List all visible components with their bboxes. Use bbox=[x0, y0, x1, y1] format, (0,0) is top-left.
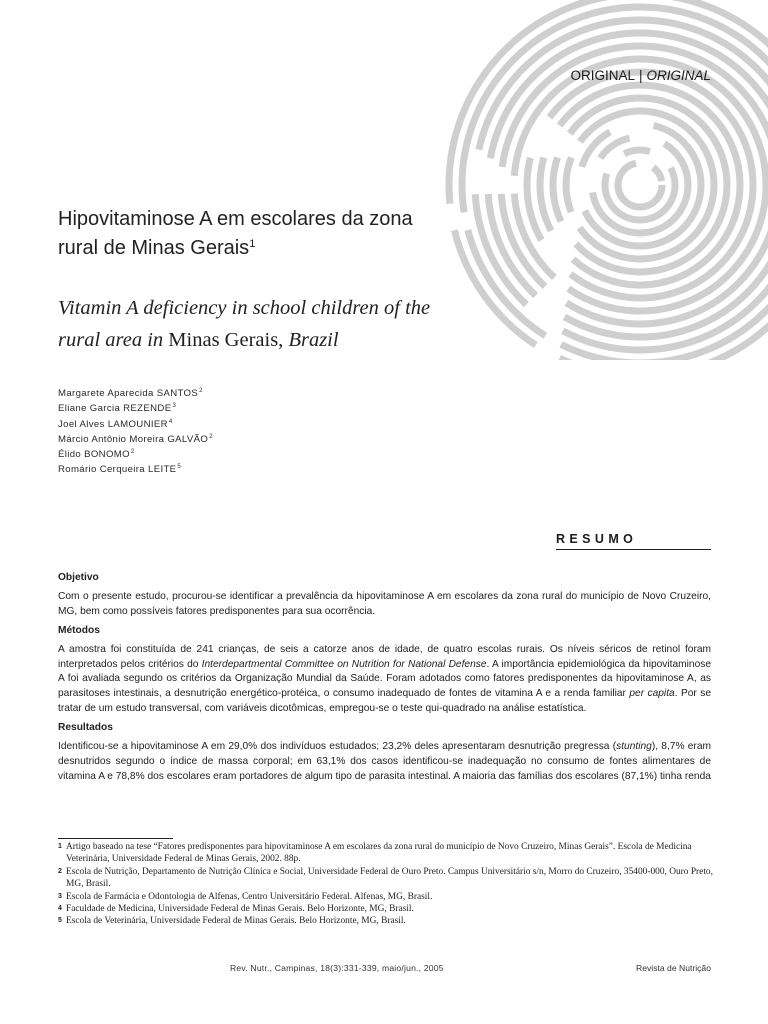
decorative-ring bbox=[618, 163, 662, 207]
decorative-ring bbox=[540, 85, 740, 285]
footnote-text: Escola de Nutrição, Departamento de Nutrição Clínica e Social, Universidade Federal de Ouro Preto. Campus Universitário s/n, Morro do Cruzeiro, 35400-000, Ouro Preto, MG, Brasil. bbox=[66, 866, 713, 890]
title-pt-line1: Hipovitaminose A em escolares da zona bbox=[58, 208, 413, 230]
author-affiliation-marker: 2 bbox=[209, 433, 213, 440]
footnote-rule bbox=[58, 838, 173, 839]
author-name: Élido BONOMO bbox=[58, 449, 130, 461]
author bbox=[58, 386, 213, 401]
footnote-number: 5 bbox=[58, 917, 62, 925]
article-title-english bbox=[58, 292, 478, 356]
title-en-line2b: Minas Gerais, bbox=[168, 329, 284, 351]
author-name: Joel Alves LAMOUNIER bbox=[58, 418, 168, 430]
footnote-text: Artigo baseado na tese “Fatores predisponentes para hipovitaminose A em escolares da zona rural do município de Novo Cruzeiro, Minas Gerais”. Escola de Medicina Veterinária, Universidade Federal de Minas Gerais, 2002. 88p. bbox=[66, 842, 692, 865]
author-affiliation-marker: 5 bbox=[177, 464, 182, 471]
author bbox=[58, 447, 213, 462]
title-en-line2c: Brazil bbox=[288, 329, 339, 351]
author-affiliation-marker: 2 bbox=[130, 449, 135, 456]
section-tag-pt: ORIGINAL bbox=[570, 68, 635, 83]
results-text-part: ), 8,7% eram desnutridos segundo o índice de massa corporal; em 63,1% dos casos identificou-se inadequação no consumo de fontes alimentares de vitamina A e 78,8% dos escolares eram portadores de algum tipo de parasita intestinal. A maioria das famílias dos escolares (87,1%) tinha renda bbox=[58, 741, 711, 782]
methods-text-italic: per capita bbox=[629, 688, 675, 700]
author-name: Márcio Antônio Moreira GALVÃO bbox=[58, 433, 209, 445]
footnote-text: Escola de Farmácia e Odontologia de Alfenas, Centro Universitário Federal. Alfenas, MG, Brasil. bbox=[66, 891, 433, 902]
footnote-text: Escola de Veterinária, Universidade Federal de Minas Gerais. Belo Horizonte, MG, Brasil. bbox=[66, 916, 406, 927]
footnote bbox=[58, 915, 714, 927]
methods-text-part: . A importância epidemiológica da hipovitaminose A foi avaliada segundo os critérios da Organização Mundial da Saúde. Foram adotados como fatores predisponentes da hipovitaminose A, as parasitoses intestinais, a desnutrição energético-protéica, o consumo inadequado de fontes de vitamina A e a renda familiar bbox=[58, 658, 711, 700]
methods-text bbox=[58, 643, 711, 718]
abstract-heading: RESUMO bbox=[556, 532, 638, 546]
footnote-text: Faculdade de Medicina, Universidade Federal de Minas Gerais. Belo Horizonte, MG, Brasil. bbox=[66, 904, 414, 915]
footnotes bbox=[58, 841, 714, 928]
objective-text: Com o presente estudo, procurou-se identificar a prevalência da hipovitaminose A em escolares da zona rural do município de Novo Cruzeiro, MG, bem como possíveis fatores predisponentes para sua ocorrência. bbox=[58, 590, 711, 617]
results-text bbox=[58, 740, 711, 785]
methods-text-part: . Por se tratar de um estudo transversal, com variáveis dicotômicas, empregou-se o teste qui-quadrado na análise estatística. bbox=[58, 688, 711, 715]
author-name: Eliane Garcia REZENDE bbox=[58, 403, 172, 415]
methods-text-part: A amostra foi constituída de 241 crianças, de seis a catorze anos de idade, de quatro escolas rurais. Os níveis séricos de retinol foram interpretados pelos critérios do bbox=[58, 643, 711, 670]
title-footnote-marker: 1 bbox=[249, 238, 256, 250]
decorative-ring bbox=[579, 124, 701, 246]
footnote bbox=[58, 903, 714, 915]
author bbox=[58, 401, 213, 416]
author-list bbox=[58, 386, 213, 478]
methods-text-italic: Interdepartmental Committee on Nutrition for National Defense bbox=[201, 658, 487, 670]
author-affiliation-marker: 4 bbox=[168, 418, 173, 425]
footnote-number: 2 bbox=[58, 867, 62, 875]
author-name: Margarete Aparecida SANTOS bbox=[58, 388, 199, 399]
abstract-body bbox=[58, 571, 711, 789]
objective-heading: Objetivo bbox=[58, 572, 99, 583]
author bbox=[58, 417, 213, 432]
author bbox=[58, 432, 213, 447]
methods-heading: Métodos bbox=[58, 624, 100, 636]
section-tag bbox=[555, 68, 711, 83]
decorative-ring bbox=[566, 111, 714, 259]
footnote-number: 1 bbox=[58, 843, 62, 850]
decorative-ring bbox=[527, 72, 753, 298]
footer-journal: Revista de Nutrição bbox=[636, 963, 711, 973]
footnote-number: 3 bbox=[58, 892, 62, 900]
section-tag-en: ORIGINAL bbox=[646, 68, 711, 83]
section-tag-separator: | bbox=[638, 68, 643, 83]
footnote bbox=[58, 841, 714, 866]
footnote bbox=[58, 866, 714, 891]
abstract-heading-rule bbox=[556, 549, 711, 550]
author-affiliation-marker: 3 bbox=[172, 403, 177, 410]
results-heading: Resultados bbox=[58, 722, 113, 734]
title-en-line2a: rural area in bbox=[58, 329, 164, 351]
footnote-number: 4 bbox=[58, 905, 62, 913]
author-name: Romário Cerqueira LEITE bbox=[58, 464, 177, 476]
results-text-part: Identificou-se a hipovitaminose A em 29,0% dos indivíduos estudados; 23,2% deles apresentaram desnutrição pregressa ( bbox=[58, 741, 617, 753]
results-text-italic: stunting bbox=[616, 741, 652, 753]
article-title-portuguese bbox=[58, 205, 458, 263]
title-pt-line2: rural de Minas Gerais bbox=[58, 237, 250, 259]
author-affiliation-marker: 2 bbox=[199, 388, 203, 394]
footer-citation: Rev. Nutr., Campinas, 18(3):331-339, maio/jun., 2005 bbox=[230, 963, 444, 973]
author bbox=[58, 462, 213, 477]
title-en-line1: Vitamin A deficiency in school children of the bbox=[58, 297, 431, 319]
footnote bbox=[58, 891, 714, 903]
